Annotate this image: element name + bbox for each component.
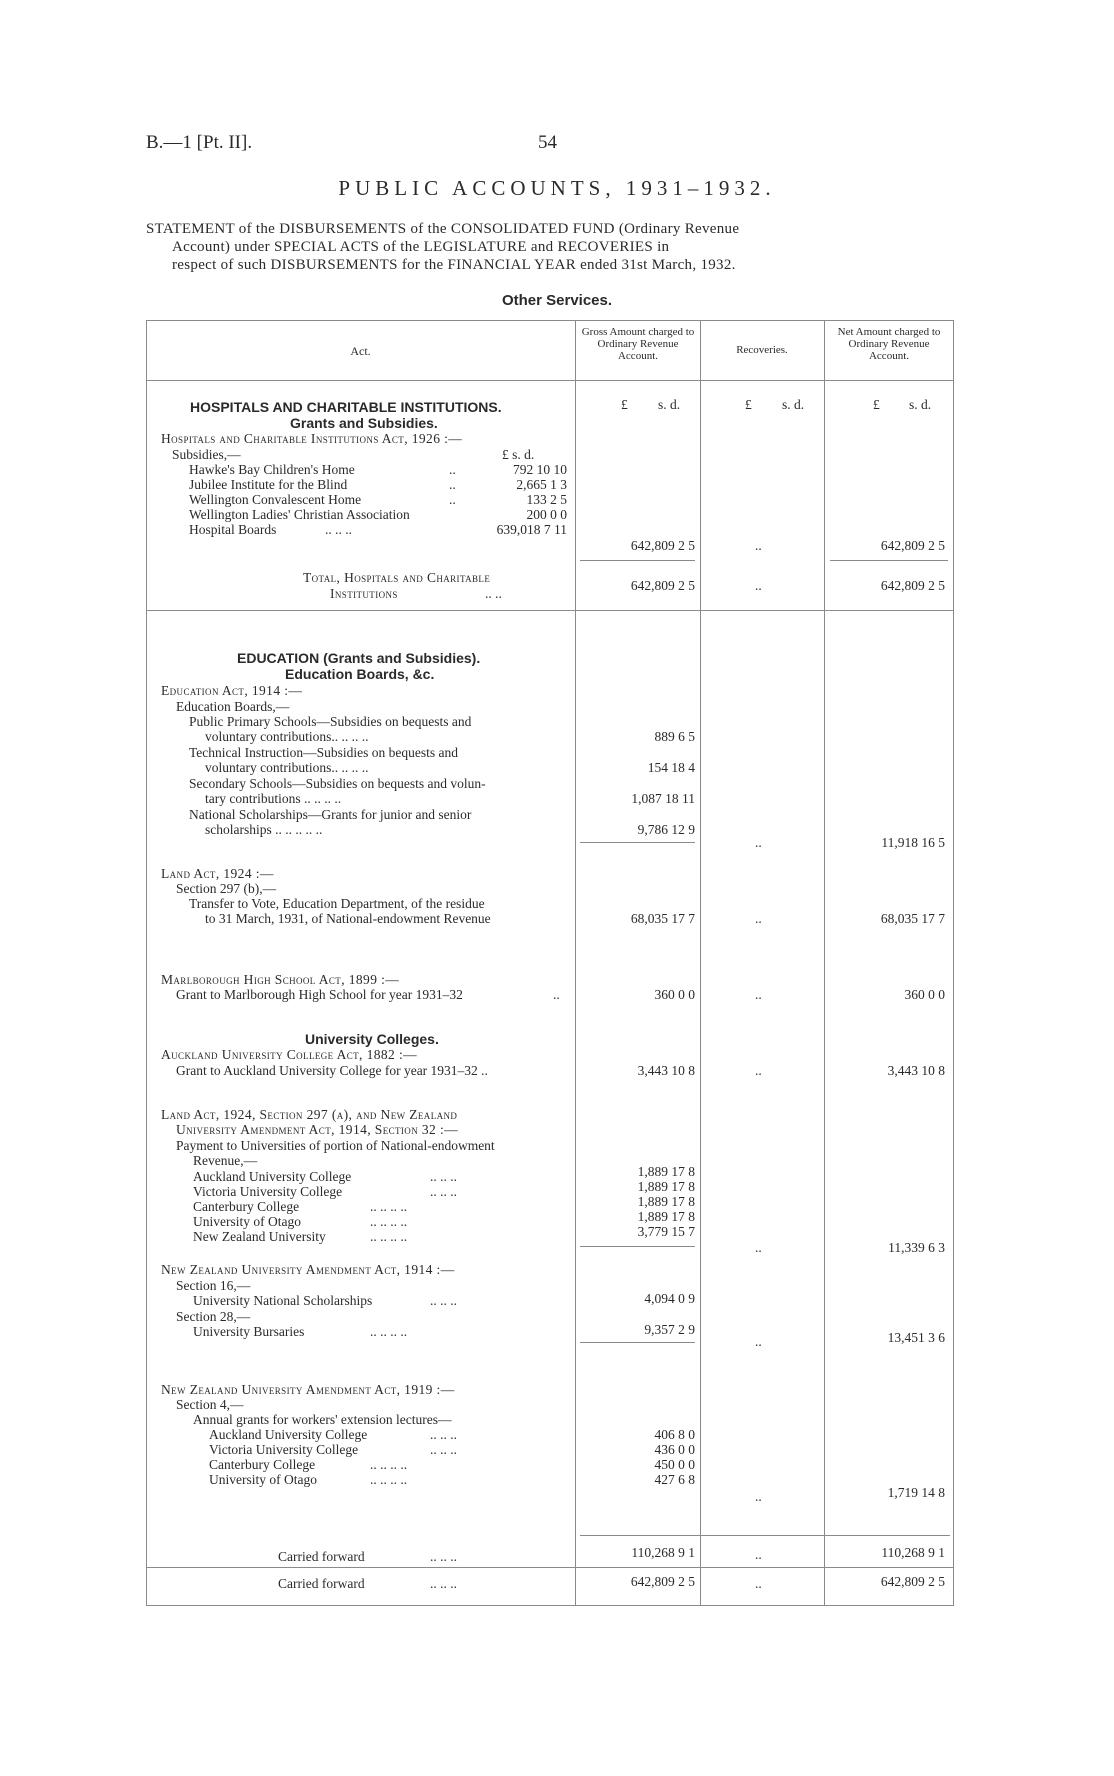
hospitals-total-label: Total, Hospitals and Charitable bbox=[303, 570, 491, 585]
hospital-item-amount: 639,018 7 11 bbox=[496, 522, 567, 537]
gross-pound-label: £ bbox=[621, 397, 628, 412]
hospital-item-name: Wellington Convalescent Home bbox=[189, 492, 362, 507]
amendment-1914-s16-gross: 4,094 0 9 bbox=[644, 1291, 695, 1306]
education-boards-rule bbox=[580, 842, 695, 843]
hospital-item-dots: .. bbox=[449, 477, 456, 492]
carried-forward-rule bbox=[146, 1567, 954, 1568]
hospitals-total-net: 642,809 2 5 bbox=[880, 578, 945, 593]
hospital-item-name: Hawke's Bay Children's Home bbox=[189, 462, 355, 477]
hospitals-gross: 642,809 2 5 bbox=[630, 538, 695, 553]
auckland-net: 3,443 10 8 bbox=[887, 1063, 945, 1078]
hospitals-heading: HOSPITALS AND CHARITABLE INSTITUTIONS. bbox=[190, 399, 502, 415]
education-boards-recoveries: .. bbox=[755, 835, 762, 850]
table-header-rule bbox=[146, 380, 954, 381]
extension-item-dots: .. .. .. bbox=[430, 1442, 457, 1457]
hospital-item-dots: .. bbox=[449, 462, 456, 477]
land-line-1: Transfer to Vote, Education Department, of the residue bbox=[189, 896, 485, 911]
gross-sd-label: s. d. bbox=[658, 397, 681, 412]
land-act: Land Act, 1924 :— bbox=[161, 866, 274, 881]
nz-item-gross: 3,779 15 7 bbox=[637, 1224, 695, 1239]
column-header-recoveries: Recoveries. bbox=[736, 344, 788, 356]
document-reference: B.—1 [Pt. II]. bbox=[146, 132, 253, 153]
hospitals-subtotal-rule bbox=[580, 560, 695, 561]
hospital-item-dots: .. .. .. bbox=[325, 522, 352, 537]
hospital-item-amount: 2,665 1 3 bbox=[516, 477, 567, 492]
amendment-1914-s28: Section 28,— bbox=[176, 1309, 251, 1324]
amendment-1914-act: New Zealand University Amendment Act, 1914 :— bbox=[161, 1262, 455, 1277]
carried-forward-recoveries: .. bbox=[755, 1576, 762, 1591]
extension-item-dots: .. .. .. .. bbox=[370, 1457, 408, 1472]
nz-item-dots: .. .. .. .. bbox=[370, 1199, 408, 1214]
auckland-item: Grant to Auckland University College for year 1931–32 .. bbox=[176, 1063, 488, 1078]
education-item-line: Secondary Schools—Subsidies on bequests and volun- bbox=[189, 776, 486, 791]
amendment-1919-line: Annual grants for workers' extension lectures— bbox=[193, 1412, 452, 1427]
education-item-line: Technical Instruction—Subsidies on bequests and bbox=[189, 745, 459, 760]
hospital-item-dots: .. bbox=[449, 492, 456, 507]
hospitals-net: 642,809 2 5 bbox=[880, 538, 945, 553]
statement-line-3: respect of such DISBURSEMENTS for the FINANCIAL YEAR ended 31st March, 1932. bbox=[172, 257, 736, 273]
hospitals-total-dots: .. .. bbox=[485, 586, 502, 601]
nz-item-dots: .. .. .. .. bbox=[370, 1229, 408, 1244]
nz-item-name: University of Otago bbox=[193, 1214, 301, 1229]
nz-item-dots: .. .. .. bbox=[430, 1184, 457, 1199]
table-bottom-rule bbox=[146, 1605, 954, 1606]
hospitals-total-label-2: Institutions bbox=[330, 586, 398, 601]
statement-line-1: STATEMENT of the DISBURSEMENTS of the CONSOLIDATED FUND (Ordinary Revenue bbox=[146, 221, 740, 237]
amendment-1914-s16: Section 16,— bbox=[176, 1278, 251, 1293]
marlborough-net: 360 0 0 bbox=[904, 987, 945, 1002]
marlborough-gross: 360 0 0 bbox=[654, 987, 695, 1002]
nz-item-name: New Zealand University bbox=[193, 1229, 326, 1244]
education-act: Education Act, 1914 :— bbox=[161, 683, 303, 698]
amendment-1919-recoveries: .. bbox=[755, 1489, 762, 1504]
amendment-1914-s28-dots: .. .. .. .. bbox=[370, 1324, 408, 1339]
education-item-gross: 1,087 18 11 bbox=[631, 791, 695, 806]
net-sd-label: s. d. bbox=[909, 397, 932, 412]
hospital-item-name: Jubilee Institute for the Blind bbox=[189, 477, 348, 492]
column-header-gross: Gross Amount charged to Ordinary Revenue Account. bbox=[581, 326, 695, 362]
extension-item-gross: 427 6 8 bbox=[654, 1472, 695, 1487]
education-item-line: Public Primary Schools—Subsidies on bequests and bbox=[189, 714, 472, 729]
hospitals-section-rule bbox=[146, 610, 954, 611]
nz-item-gross: 1,889 17 8 bbox=[637, 1179, 695, 1194]
extension-item-gross: 450 0 0 bbox=[654, 1457, 695, 1472]
amendment-1914-s28-gross: 9,357 2 9 bbox=[644, 1322, 695, 1337]
education-boards-net: 11,918 16 5 bbox=[881, 835, 945, 850]
extension-item-name: Auckland University College bbox=[209, 1427, 368, 1442]
education-item-line: voluntary contributions.. .. .. .. bbox=[205, 729, 369, 744]
land-section: Section 297 (b),— bbox=[176, 881, 277, 896]
net-pound-label: £ bbox=[873, 397, 880, 412]
amendment-1914-s28-item: University Bursaries bbox=[193, 1324, 305, 1339]
amendment-1914-net: 13,451 3 6 bbox=[887, 1330, 945, 1345]
carried-forward-dots: .. .. .. bbox=[430, 1576, 457, 1591]
hospitals-recoveries: .. bbox=[755, 538, 762, 553]
amendment-1914-rule bbox=[580, 1342, 695, 1343]
education-item-line: National Scholarships—Grants for junior and senior bbox=[189, 807, 472, 822]
land-line-2: to 31 March, 1931, of National-endowment Revenue bbox=[205, 911, 491, 926]
carried-forward-net: 642,809 2 5 bbox=[880, 1574, 945, 1589]
hospitals-subheading: Grants and Subsidies. bbox=[290, 415, 438, 431]
nz-item-name: Victoria University College bbox=[193, 1184, 343, 1199]
nz-subtotal-rule bbox=[580, 1246, 695, 1247]
hospitals-total-recoveries: .. bbox=[755, 578, 762, 593]
extension-item-name: Canterbury College bbox=[209, 1457, 316, 1472]
extension-item-name: University of Otago bbox=[209, 1472, 317, 1487]
education-item-gross: 9,786 12 9 bbox=[637, 822, 695, 837]
nz-act-line-2: University Amendment Act, 1914, Section 32 :— bbox=[176, 1122, 459, 1137]
hospital-item-amount: 200 0 0 bbox=[526, 507, 567, 522]
extension-item-gross: 406 8 0 bbox=[654, 1427, 695, 1442]
hospital-item-amount: 792 10 10 bbox=[513, 462, 567, 477]
recoveries-sd-label: s. d. bbox=[782, 397, 805, 412]
nz-payment-line-2: Revenue,— bbox=[193, 1153, 258, 1168]
nz-payment-line-1: Payment to Universities of portion of National-endowment bbox=[176, 1138, 495, 1153]
nz-item-gross: 1,889 17 8 bbox=[637, 1164, 695, 1179]
statement-line-2: Account) under SPECIAL ACTS of the LEGISLATURE and RECOVERIES in bbox=[172, 239, 670, 255]
education-subheading: Education Boards, &c. bbox=[285, 666, 435, 682]
carried-forward-label: Carried forward bbox=[278, 1549, 365, 1564]
extension-item-dots: .. .. .. bbox=[430, 1427, 457, 1442]
amendment-1919-net: 1,719 14 8 bbox=[887, 1485, 945, 1500]
nz-item-name: Canterbury College bbox=[193, 1199, 300, 1214]
hospital-item-name: Hospital Boards bbox=[189, 522, 277, 537]
auckland-recoveries: .. bbox=[755, 1063, 762, 1078]
university-heading: University Colleges. bbox=[305, 1031, 439, 1047]
table-right-rule bbox=[953, 320, 954, 1605]
carried-forward-gross: 642,809 2 5 bbox=[630, 1574, 695, 1589]
education-item-line: voluntary contributions.. .. .. .. bbox=[205, 760, 369, 775]
nz-net: 11,339 6 3 bbox=[888, 1240, 945, 1255]
education-heading: EDUCATION (Grants and Subsidies). bbox=[237, 650, 481, 666]
column-rule-act bbox=[575, 320, 576, 1605]
amendment-1914-s16-dots: .. .. .. bbox=[430, 1293, 457, 1308]
hospitals-act: Hospitals and Charitable Institutions Act, 1926 :— bbox=[161, 431, 463, 446]
hospital-item-amount: 133 2 5 bbox=[526, 492, 567, 507]
nz-item-gross: 1,889 17 8 bbox=[637, 1209, 695, 1224]
education-item-gross: 154 18 4 bbox=[647, 760, 695, 775]
amendment-1914-recoveries: .. bbox=[755, 1334, 762, 1349]
hospitals-net-subtotal-rule bbox=[830, 560, 948, 561]
nz-item-name: Auckland University College bbox=[193, 1169, 352, 1184]
table-left-rule bbox=[146, 320, 147, 1605]
marlborough-recoveries: .. bbox=[755, 987, 762, 1002]
carried-forward-dots: .. .. .. bbox=[430, 1549, 457, 1564]
column-header-act: Act. bbox=[350, 344, 371, 358]
auckland-gross: 3,443 10 8 bbox=[637, 1063, 695, 1078]
amendment-1919-act: New Zealand University Amendment Act, 1919 :— bbox=[161, 1382, 455, 1397]
land-net: 68,035 17 7 bbox=[880, 911, 945, 926]
land-gross: 68,035 17 7 bbox=[630, 911, 695, 926]
extension-item-gross: 436 0 0 bbox=[654, 1442, 695, 1457]
nz-act-line-1: Land Act, 1924, Section 297 (a), and New Zealand bbox=[161, 1107, 458, 1122]
amendment-1919-s4: Section 4,— bbox=[176, 1397, 244, 1412]
section-subtitle: Other Services. bbox=[501, 292, 613, 309]
carried-forward-gross: 110,268 9 1 bbox=[631, 1545, 695, 1560]
hospital-item-name: Wellington Ladies' Christian Association bbox=[189, 507, 410, 522]
carried-forward-top-rule bbox=[580, 1535, 950, 1536]
nz-item-gross: 1,889 17 8 bbox=[637, 1194, 695, 1209]
auckland-act: Auckland University College Act, 1882 :— bbox=[161, 1047, 417, 1062]
hospitals-subsidies: Subsidies,— bbox=[172, 447, 241, 462]
marlborough-dots: .. bbox=[553, 987, 560, 1002]
hospitals-inner-lsd: £ s. d. bbox=[502, 447, 535, 462]
education-item-line: scholarships .. .. .. .. .. bbox=[205, 822, 323, 837]
nz-item-dots: .. .. .. .. bbox=[370, 1214, 408, 1229]
education-boards: Education Boards,— bbox=[176, 699, 290, 714]
land-recoveries: .. bbox=[755, 911, 762, 926]
recoveries-pound-label: £ bbox=[745, 397, 752, 412]
page-title: PUBLIC ACCOUNTS, 1931–1932. bbox=[338, 176, 776, 200]
education-item-line: tary contributions .. .. .. .. bbox=[205, 791, 342, 806]
extension-item-dots: .. .. .. .. bbox=[370, 1472, 408, 1487]
carried-forward-recoveries: .. bbox=[755, 1547, 762, 1562]
nz-item-dots: .. .. .. bbox=[430, 1169, 457, 1184]
column-header-net: Net Amount charged to Ordinary Revenue Account. bbox=[837, 326, 941, 362]
amendment-1914-s16-item: University National Scholarships bbox=[193, 1293, 373, 1308]
carried-forward-label: Carried forward bbox=[278, 1576, 365, 1591]
marlborough-act: Marlborough High School Act, 1899 :— bbox=[161, 972, 400, 987]
table-top-rule bbox=[146, 320, 954, 321]
column-rule-gross bbox=[700, 320, 701, 1605]
extension-item-name: Victoria University College bbox=[209, 1442, 359, 1457]
column-rule-recoveries bbox=[824, 320, 825, 1605]
marlborough-item: Grant to Marlborough High School for year 1931–32 bbox=[176, 987, 463, 1002]
nz-recoveries: .. bbox=[755, 1240, 762, 1255]
page-number: 54 bbox=[538, 132, 557, 153]
hospitals-total-gross: 642,809 2 5 bbox=[630, 578, 695, 593]
carried-forward-net: 110,268 9 1 bbox=[881, 1545, 945, 1560]
education-item-gross: 889 6 5 bbox=[654, 729, 695, 744]
